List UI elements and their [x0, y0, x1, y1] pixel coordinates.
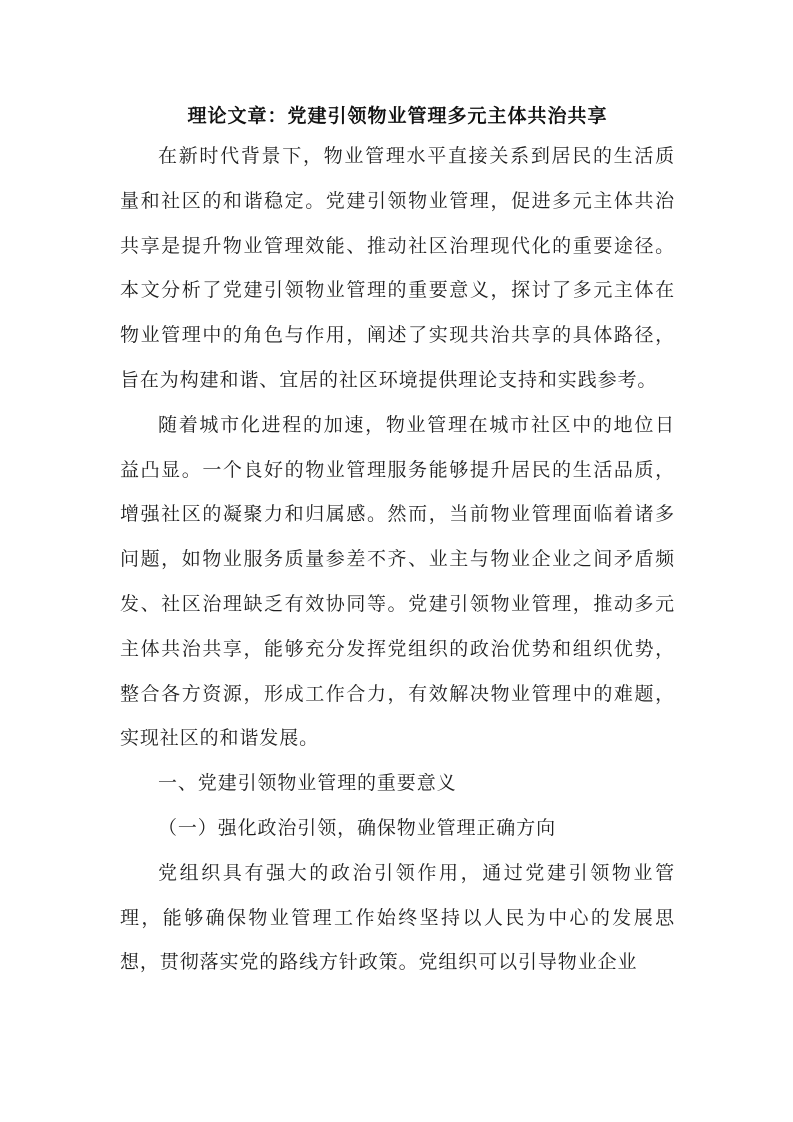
- document-body: [120, 98, 675, 985]
- document-title: 理论文章：党建引领物业管理多元主体共治共享: [187, 105, 608, 127]
- abstract-paragraph: 在新时代背景下，物业管理水平直接关系到居民的生活质量和社区的和谐稳定。党建引领物业管理，促进多元主体共治共享是提升物业管理效能、推动社区治理现代化的重要途径。本文分析了党建引领物业管理的重要意义，探讨了多元主体在物业管理中的角色与作用，阐述了实现共治共享的具体路径，旨在为构建和谐、宜居的社区环境提供理论支持和实践参考。: [120, 145, 675, 391]
- subsection-paragraph: 党组织具有强大的政治引领作用，通过党建引领物业管理，能够确保物业管理工作始终坚持以人民为中心的发展思想，贯彻落实党的路线方针政策。党组织可以引导物业企业: [120, 861, 675, 974]
- introduction-paragraph: 随着城市化进程的加速，物业管理在城市社区中的地位日益凸显。一个良好的物业管理服务能够提升居民的生活品质，增强社区的凝聚力和归属感。然而，当前物业管理面临着诸多问题，如物业服务质量参差不齐、业主与物业企业之间矛盾频发、社区治理缺乏有效协同等。党建引领物业管理，推动多元主体共治共享，能够充分发挥党组织的政治优势和组织优势，整合各方资源，形成工作合力，有效解决物业管理中的难题，实现社区的和谐发展。: [120, 413, 675, 750]
- section-heading: 一、党建引领物业管理的重要意义: [158, 772, 457, 795]
- subsection-heading: （一）强化政治引领，确保物业管理正确方向: [158, 816, 557, 839]
